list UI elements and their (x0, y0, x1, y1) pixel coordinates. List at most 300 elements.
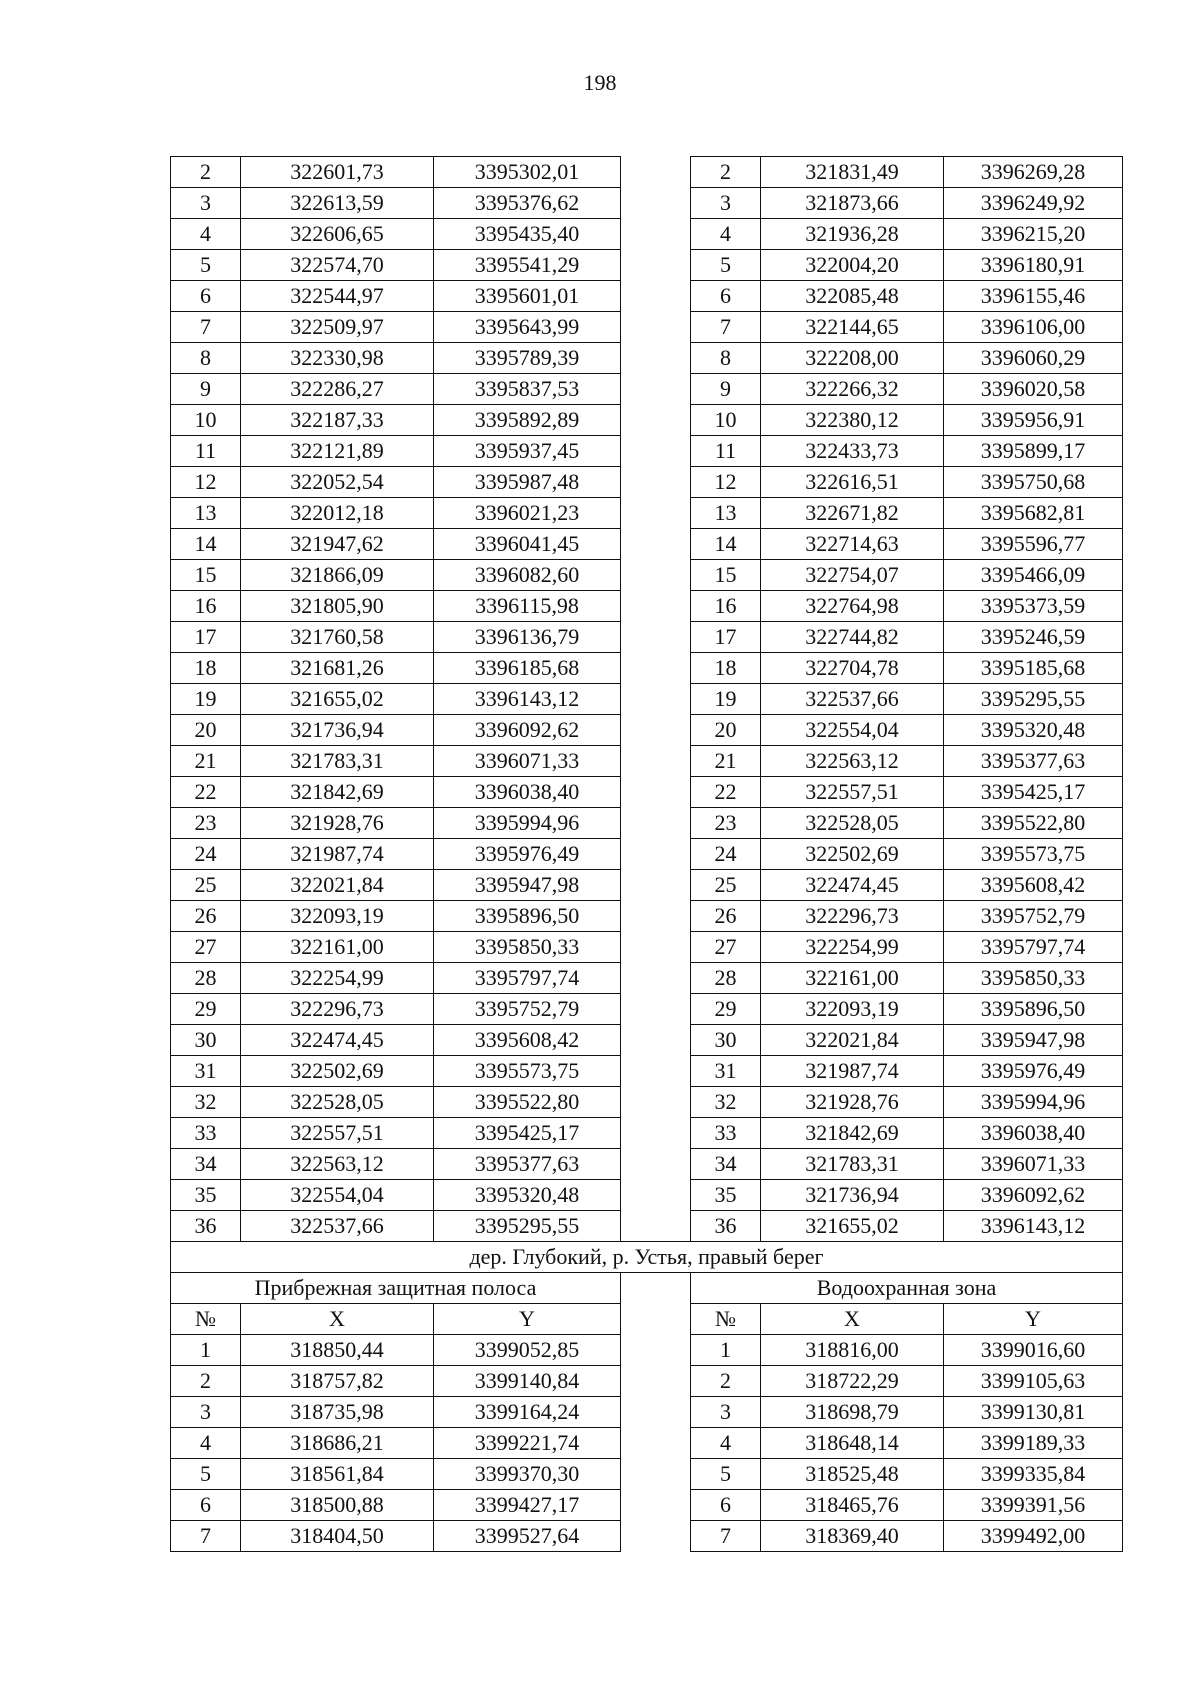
left-y: 3395789,39 (434, 343, 621, 374)
column-gap (621, 901, 691, 932)
table-row (171, 746, 1123, 777)
right-point-no: 19 (691, 684, 761, 715)
table-row (171, 715, 1123, 746)
left-col-y-header: Y (434, 1304, 621, 1335)
right-point-no: 9 (691, 374, 761, 405)
left-y: 3395994,96 (434, 808, 621, 839)
left-x: 321866,09 (241, 560, 434, 591)
column-gap (621, 591, 691, 622)
right-x: 322433,73 (761, 436, 944, 467)
table-row (171, 157, 1123, 188)
right-x: 321842,69 (761, 1118, 944, 1149)
column-gap (621, 374, 691, 405)
left-point-no: 3 (171, 188, 241, 219)
right-point-no: 21 (691, 746, 761, 777)
right-x: 318722,29 (761, 1366, 944, 1397)
left-point-no: 1 (171, 1335, 241, 1366)
right-x: 322764,98 (761, 591, 944, 622)
left-point-no: 12 (171, 467, 241, 498)
right-y: 3399016,60 (944, 1335, 1123, 1366)
left-point-no: 23 (171, 808, 241, 839)
left-y: 3399140,84 (434, 1366, 621, 1397)
left-point-no: 18 (171, 653, 241, 684)
left-point-no: 6 (171, 281, 241, 312)
right-x: 322563,12 (761, 746, 944, 777)
table-row (171, 1397, 1123, 1428)
right-point-no: 16 (691, 591, 761, 622)
left-x: 321655,02 (241, 684, 434, 715)
column-gap (621, 963, 691, 994)
left-y: 3395752,79 (434, 994, 621, 1025)
right-x: 321783,31 (761, 1149, 944, 1180)
table-row (171, 1149, 1123, 1180)
table-row (171, 312, 1123, 343)
right-y: 3396071,33 (944, 1149, 1123, 1180)
left-y: 3399527,64 (434, 1521, 621, 1552)
left-y: 3395435,40 (434, 219, 621, 250)
column-gap (621, 1087, 691, 1118)
right-y: 3395377,63 (944, 746, 1123, 777)
table-row (171, 808, 1123, 839)
right-x: 322085,48 (761, 281, 944, 312)
left-y: 3395643,99 (434, 312, 621, 343)
right-x: 322161,00 (761, 963, 944, 994)
left-point-no: 16 (171, 591, 241, 622)
column-gap (621, 250, 691, 281)
column-gap (621, 188, 691, 219)
left-point-no: 31 (171, 1056, 241, 1087)
right-y: 3395608,42 (944, 870, 1123, 901)
right-x: 321873,66 (761, 188, 944, 219)
right-point-no: 27 (691, 932, 761, 963)
table-row (171, 250, 1123, 281)
left-y: 3396038,40 (434, 777, 621, 808)
right-point-no: 30 (691, 1025, 761, 1056)
table-row (171, 1087, 1123, 1118)
right-y: 3395850,33 (944, 963, 1123, 994)
left-y: 3395522,80 (434, 1087, 621, 1118)
right-x: 318525,48 (761, 1459, 944, 1490)
right-y: 3399105,63 (944, 1366, 1123, 1397)
left-point-no: 15 (171, 560, 241, 591)
left-y: 3396185,68 (434, 653, 621, 684)
right-x: 322714,63 (761, 529, 944, 560)
right-y: 3395295,55 (944, 684, 1123, 715)
right-y: 3395373,59 (944, 591, 1123, 622)
right-y: 3396143,12 (944, 1211, 1123, 1242)
right-zone-header: Водоохранная зона (691, 1273, 1123, 1304)
table-row (171, 1490, 1123, 1521)
left-x: 322544,97 (241, 281, 434, 312)
left-x: 322330,98 (241, 343, 434, 374)
left-y: 3396082,60 (434, 560, 621, 591)
left-y: 3396041,45 (434, 529, 621, 560)
right-x: 321928,76 (761, 1087, 944, 1118)
table-row (171, 560, 1123, 591)
column-gap (621, 1273, 691, 1304)
section-title: дер. Глубокий, р. Устья, правый берег (171, 1242, 1123, 1273)
right-x: 322528,05 (761, 808, 944, 839)
right-y: 3395899,17 (944, 436, 1123, 467)
left-x: 321783,31 (241, 746, 434, 777)
column-gap (621, 932, 691, 963)
left-point-no: 28 (171, 963, 241, 994)
right-x: 322380,12 (761, 405, 944, 436)
left-point-no: 7 (171, 312, 241, 343)
left-y: 3395608,42 (434, 1025, 621, 1056)
right-y: 3396092,62 (944, 1180, 1123, 1211)
right-y: 3395320,48 (944, 715, 1123, 746)
right-y: 3396215,20 (944, 219, 1123, 250)
left-y: 3395850,33 (434, 932, 621, 963)
left-x: 318757,82 (241, 1366, 434, 1397)
right-y: 3396249,92 (944, 188, 1123, 219)
left-x: 322537,66 (241, 1211, 434, 1242)
left-y: 3395425,17 (434, 1118, 621, 1149)
left-x: 322574,70 (241, 250, 434, 281)
right-point-no: 11 (691, 436, 761, 467)
column-gap (621, 1490, 691, 1521)
column-gap (621, 1366, 691, 1397)
left-point-no: 30 (171, 1025, 241, 1056)
left-y: 3395376,62 (434, 188, 621, 219)
left-x: 321987,74 (241, 839, 434, 870)
left-y: 3395892,89 (434, 405, 621, 436)
table-row (171, 1459, 1123, 1490)
column-gap (621, 777, 691, 808)
right-y: 3395466,09 (944, 560, 1123, 591)
left-x: 321928,76 (241, 808, 434, 839)
table-row (171, 467, 1123, 498)
left-point-no: 10 (171, 405, 241, 436)
right-y: 3396180,91 (944, 250, 1123, 281)
column-gap (621, 1149, 691, 1180)
right-point-no: 5 (691, 250, 761, 281)
right-col-y-header: Y (944, 1304, 1123, 1335)
right-point-no: 3 (691, 1397, 761, 1428)
right-x: 322616,51 (761, 467, 944, 498)
right-y: 3395573,75 (944, 839, 1123, 870)
right-point-no: 6 (691, 1490, 761, 1521)
right-y: 3396060,29 (944, 343, 1123, 374)
right-y: 3395522,80 (944, 808, 1123, 839)
right-point-no: 2 (691, 157, 761, 188)
table-row (171, 343, 1123, 374)
right-point-no: 25 (691, 870, 761, 901)
left-point-no: 21 (171, 746, 241, 777)
left-x: 322557,51 (241, 1118, 434, 1149)
left-x: 318850,44 (241, 1335, 434, 1366)
right-point-no: 18 (691, 653, 761, 684)
right-y: 3399130,81 (944, 1397, 1123, 1428)
left-point-no: 20 (171, 715, 241, 746)
left-point-no: 13 (171, 498, 241, 529)
right-point-no: 33 (691, 1118, 761, 1149)
right-x: 321736,94 (761, 1180, 944, 1211)
column-gap (621, 684, 691, 715)
left-y: 3395320,48 (434, 1180, 621, 1211)
column-gap (621, 746, 691, 777)
column-gap (621, 1118, 691, 1149)
right-point-no: 34 (691, 1149, 761, 1180)
left-x: 322563,12 (241, 1149, 434, 1180)
left-point-no: 19 (171, 684, 241, 715)
right-point-no: 7 (691, 312, 761, 343)
right-point-no: 36 (691, 1211, 761, 1242)
left-point-no: 5 (171, 1459, 241, 1490)
left-x: 322296,73 (241, 994, 434, 1025)
column-gap (621, 1521, 691, 1552)
table-row (171, 932, 1123, 963)
column-gap (621, 529, 691, 560)
left-point-no: 2 (171, 1366, 241, 1397)
right-point-no: 23 (691, 808, 761, 839)
left-y: 3395976,49 (434, 839, 621, 870)
right-x: 321936,28 (761, 219, 944, 250)
column-gap (621, 219, 691, 250)
right-point-no: 32 (691, 1087, 761, 1118)
right-point-no: 13 (691, 498, 761, 529)
right-point-no: 29 (691, 994, 761, 1025)
table-row (171, 529, 1123, 560)
left-y: 3396143,12 (434, 684, 621, 715)
right-point-no: 2 (691, 1366, 761, 1397)
column-gap (621, 1056, 691, 1087)
left-x: 322502,69 (241, 1056, 434, 1087)
right-x: 322254,99 (761, 932, 944, 963)
right-x: 322502,69 (761, 839, 944, 870)
table-row (171, 963, 1123, 994)
left-y: 3395987,48 (434, 467, 621, 498)
left-point-no: 33 (171, 1118, 241, 1149)
column-gap (621, 343, 691, 374)
left-x: 322093,19 (241, 901, 434, 932)
right-y: 3399391,56 (944, 1490, 1123, 1521)
left-x: 321736,94 (241, 715, 434, 746)
right-point-no: 24 (691, 839, 761, 870)
right-y: 3395750,68 (944, 467, 1123, 498)
left-point-no: 24 (171, 839, 241, 870)
column-gap (621, 1025, 691, 1056)
right-x: 322296,73 (761, 901, 944, 932)
left-point-no: 27 (171, 932, 241, 963)
right-y: 3399492,00 (944, 1521, 1123, 1552)
left-x: 322254,99 (241, 963, 434, 994)
right-y: 3396038,40 (944, 1118, 1123, 1149)
right-point-no: 1 (691, 1335, 761, 1366)
right-x: 322093,19 (761, 994, 944, 1025)
left-x: 322161,00 (241, 932, 434, 963)
left-x: 321681,26 (241, 653, 434, 684)
column-gap (621, 870, 691, 901)
right-y: 3396155,46 (944, 281, 1123, 312)
table-row (171, 653, 1123, 684)
table-row (171, 839, 1123, 870)
right-col-x-header: X (761, 1304, 944, 1335)
right-point-no: 31 (691, 1056, 761, 1087)
left-x: 321760,58 (241, 622, 434, 653)
left-point-no: 4 (171, 219, 241, 250)
right-x: 321831,49 (761, 157, 944, 188)
left-y: 3396071,33 (434, 746, 621, 777)
left-y: 3396092,62 (434, 715, 621, 746)
right-point-no: 22 (691, 777, 761, 808)
left-point-no: 6 (171, 1490, 241, 1521)
left-y: 3395837,53 (434, 374, 621, 405)
left-y: 3399370,30 (434, 1459, 621, 1490)
right-x: 318698,79 (761, 1397, 944, 1428)
left-x: 322528,05 (241, 1087, 434, 1118)
right-x: 322208,00 (761, 343, 944, 374)
left-point-no: 9 (171, 374, 241, 405)
column-gap (621, 405, 691, 436)
right-y: 3396269,28 (944, 157, 1123, 188)
section-header (171, 1242, 1123, 1335)
left-point-no: 4 (171, 1428, 241, 1459)
left-x: 322021,84 (241, 870, 434, 901)
left-col-x-header: X (241, 1304, 434, 1335)
left-point-no: 35 (171, 1180, 241, 1211)
column-gap (621, 467, 691, 498)
left-x: 322601,73 (241, 157, 434, 188)
left-x: 322613,59 (241, 188, 434, 219)
column-gap (621, 839, 691, 870)
left-y: 3395937,45 (434, 436, 621, 467)
column-gap (621, 808, 691, 839)
right-x: 322704,78 (761, 653, 944, 684)
left-point-no: 11 (171, 436, 241, 467)
right-point-no: 35 (691, 1180, 761, 1211)
right-point-no: 3 (691, 188, 761, 219)
left-x: 322474,45 (241, 1025, 434, 1056)
table-row (171, 591, 1123, 622)
right-point-no: 4 (691, 219, 761, 250)
table-row (171, 219, 1123, 250)
right-y: 3395797,74 (944, 932, 1123, 963)
right-y: 3396020,58 (944, 374, 1123, 405)
left-point-no: 3 (171, 1397, 241, 1428)
left-point-no: 34 (171, 1149, 241, 1180)
right-y: 3399335,84 (944, 1459, 1123, 1490)
left-point-no: 32 (171, 1087, 241, 1118)
left-x: 322509,97 (241, 312, 434, 343)
left-x: 318404,50 (241, 1521, 434, 1552)
right-x: 318816,00 (761, 1335, 944, 1366)
column-gap (621, 653, 691, 684)
table-row (171, 870, 1123, 901)
right-point-no: 17 (691, 622, 761, 653)
left-x: 322554,04 (241, 1180, 434, 1211)
table-row (171, 1335, 1123, 1366)
left-y: 3396021,23 (434, 498, 621, 529)
left-y: 3395797,74 (434, 963, 621, 994)
right-y: 3399189,33 (944, 1428, 1123, 1459)
right-col-no-header: № (691, 1304, 761, 1335)
right-x: 322144,65 (761, 312, 944, 343)
table-row (171, 1025, 1123, 1056)
table-row (171, 777, 1123, 808)
table-row (171, 498, 1123, 529)
column-gap (621, 560, 691, 591)
right-x: 318648,14 (761, 1428, 944, 1459)
right-y: 3395956,91 (944, 405, 1123, 436)
column-gap (621, 1459, 691, 1490)
right-x: 322021,84 (761, 1025, 944, 1056)
left-x: 322606,65 (241, 219, 434, 250)
table-row (171, 188, 1123, 219)
right-point-no: 26 (691, 901, 761, 932)
right-point-no: 28 (691, 963, 761, 994)
left-y: 3395377,63 (434, 1149, 621, 1180)
left-x: 321947,62 (241, 529, 434, 560)
left-point-no: 8 (171, 343, 241, 374)
left-point-no: 5 (171, 250, 241, 281)
right-y: 3395976,49 (944, 1056, 1123, 1087)
left-y: 3399164,24 (434, 1397, 621, 1428)
table-row (171, 1366, 1123, 1397)
table-row (171, 436, 1123, 467)
left-point-no: 22 (171, 777, 241, 808)
right-x: 318369,40 (761, 1521, 944, 1552)
column-gap (621, 281, 691, 312)
left-col-no-header: № (171, 1304, 241, 1335)
left-y: 3395295,55 (434, 1211, 621, 1242)
right-x: 322671,82 (761, 498, 944, 529)
column-gap (621, 498, 691, 529)
left-point-no: 36 (171, 1211, 241, 1242)
table-row (171, 405, 1123, 436)
right-x: 321987,74 (761, 1056, 944, 1087)
left-y: 3395896,50 (434, 901, 621, 932)
right-point-no: 6 (691, 281, 761, 312)
right-y: 3395425,17 (944, 777, 1123, 808)
right-y: 3395994,96 (944, 1087, 1123, 1118)
left-x: 321805,90 (241, 591, 434, 622)
lower-rows (171, 1335, 1123, 1552)
left-x: 318735,98 (241, 1397, 434, 1428)
table-row (171, 1521, 1123, 1552)
left-x: 322286,27 (241, 374, 434, 405)
column-gap (621, 1335, 691, 1366)
right-point-no: 12 (691, 467, 761, 498)
column-gap (621, 1304, 691, 1335)
left-y: 3396115,98 (434, 591, 621, 622)
column-gap (621, 715, 691, 746)
left-x: 322121,89 (241, 436, 434, 467)
left-y: 3395573,75 (434, 1056, 621, 1087)
table-row (171, 994, 1123, 1025)
left-x: 318561,84 (241, 1459, 434, 1490)
right-y: 3395185,68 (944, 653, 1123, 684)
right-x: 322266,32 (761, 374, 944, 405)
right-x: 322557,51 (761, 777, 944, 808)
left-y: 3399221,74 (434, 1428, 621, 1459)
right-y: 3395947,98 (944, 1025, 1123, 1056)
right-point-no: 5 (691, 1459, 761, 1490)
column-gap (621, 622, 691, 653)
left-point-no: 17 (171, 622, 241, 653)
right-point-no: 14 (691, 529, 761, 560)
column-gap (621, 994, 691, 1025)
table-row (171, 1428, 1123, 1459)
left-x: 318686,21 (241, 1428, 434, 1459)
left-point-no: 14 (171, 529, 241, 560)
table-row (171, 374, 1123, 405)
column-gap (621, 1397, 691, 1428)
left-point-no: 2 (171, 157, 241, 188)
right-x: 322474,45 (761, 870, 944, 901)
table-row (171, 281, 1123, 312)
